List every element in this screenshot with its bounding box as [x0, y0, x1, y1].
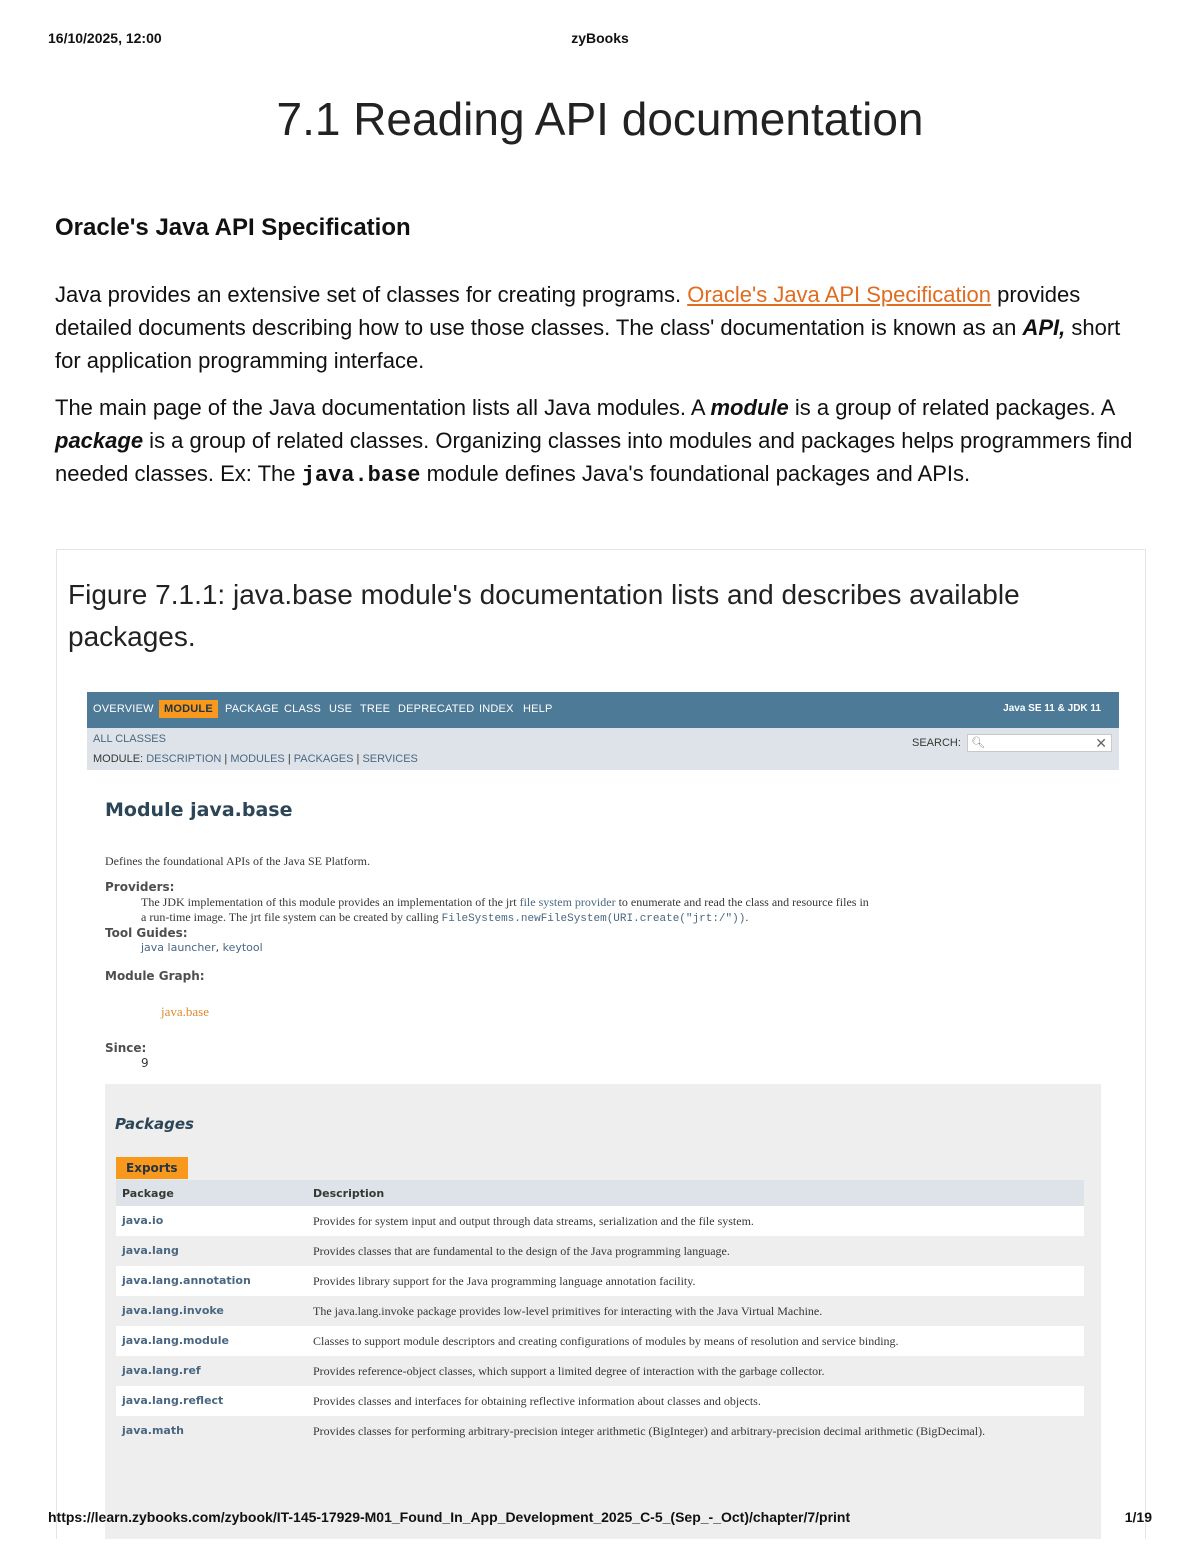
nav-modules-link[interactable]: MODULES — [230, 753, 285, 765]
table-row — [116, 1416, 1084, 1446]
para2-text-1: The main page of the Java documentation lists all Java modules. A — [55, 395, 711, 420]
package-description: Provides classes that are fundamental to the design of the Java programming language. — [307, 1236, 1084, 1266]
since-value: 9 — [141, 1056, 149, 1070]
package-name-link[interactable]: java.lang.module — [116, 1326, 307, 1356]
package-name-link[interactable]: java.io — [116, 1206, 307, 1236]
java-version-label: Java SE 11 & JDK 11 — [1003, 703, 1101, 714]
package-description: Provides library support for the Java programming language annotation facility. — [307, 1266, 1084, 1296]
nav-index[interactable]: INDEX — [479, 703, 514, 715]
since-label: Since: — [105, 1041, 147, 1055]
para1-text-2: provides detailed documents describing how to use those classes. The class' documentation is known as an — [55, 282, 1081, 340]
exports-tab[interactable]: Exports — [116, 1157, 188, 1179]
page-title: 7.1 Reading API documentation — [276, 93, 924, 145]
para2-text-3: is a group of related classes. Organizing classes into modules and packages helps programmers find needed classes. Ex: The — [55, 428, 1133, 486]
figure-caption: Figure 7.1.1: java.base module's documentation lists and describes available packages. — [68, 579, 1020, 652]
magnifier-icon: 🔍︎ — [971, 737, 985, 749]
filesystems-code-link[interactable]: FileSystems.newFileSystem(URI.create("jrt:/")) — [441, 913, 746, 925]
print-date: 16/10/2025, 12:00 — [48, 30, 162, 46]
package-description: Provides classes and interfaces for obtaining reflective information about classes and objects. — [307, 1386, 1084, 1416]
providers-label: Providers: — [105, 880, 175, 894]
section-heading: Oracle's Java API Specification — [55, 214, 411, 241]
search-input[interactable] — [967, 734, 1112, 752]
table-header-row — [116, 1180, 1084, 1206]
package-name-link[interactable]: java.lang.annotation — [116, 1266, 307, 1296]
package-term: package — [55, 428, 144, 453]
module-title: Module java.base — [105, 799, 293, 821]
package-name-link[interactable]: java.lang.reflect — [116, 1386, 307, 1416]
keytool-link[interactable]: keytool — [222, 941, 263, 954]
packages-heading: Packages — [115, 1115, 194, 1133]
providers-text-line1 — [141, 895, 869, 910]
col-package-header: Package — [116, 1180, 307, 1206]
print-footer — [48, 1509, 1152, 1529]
col-description-header: Description — [307, 1180, 1084, 1206]
table-row — [116, 1386, 1084, 1416]
package-name-link[interactable]: java.lang.ref — [116, 1356, 307, 1386]
file-system-provider-link[interactable]: file system provider — [519, 895, 616, 909]
packages-panel — [105, 1084, 1101, 1539]
providers-text-line2 — [141, 910, 748, 925]
java-base-code: java.base — [301, 463, 421, 488]
search-label: SEARCH: — [912, 737, 961, 749]
tool-guides-label: Tool Guides: — [105, 926, 188, 940]
module-graph-node: java.base — [161, 1004, 210, 1019]
package-description: The java.lang.invoke package provides low-level primitives for interacting with the Java Virtual Machine. — [307, 1296, 1084, 1326]
intro-paragraph — [55, 278, 1150, 377]
nav-class[interactable]: CLASS — [284, 703, 322, 715]
module-nav-prefix: MODULE: — [93, 753, 147, 765]
table-row — [116, 1236, 1084, 1266]
providers-text-2: to enumerate and read the class and resource files in — [615, 895, 869, 909]
javadoc-top-nav — [87, 692, 1119, 728]
tool-guides-sep: , — [215, 941, 223, 954]
nav-overview[interactable]: OVERVIEW — [93, 703, 154, 715]
print-header — [48, 30, 1152, 50]
nav-separator: | — [353, 753, 363, 765]
package-description: Provides reference-object classes, which support a limited degree of interaction with the garbage collector. — [307, 1356, 1084, 1386]
print-url: https://learn.zybooks.com/zybook/IT-145-17929-M01_Found_In_App_Development_2025_C-5_(Sep_-_Oct)/chapter/7/print — [48, 1509, 851, 1525]
nav-deprecated[interactable]: DEPRECATED — [398, 703, 475, 715]
tool-guides-links — [141, 941, 263, 954]
module-sections-nav — [93, 753, 418, 765]
close-icon[interactable]: ✕ — [1095, 735, 1107, 751]
package-name-link[interactable]: java.lang — [116, 1236, 307, 1266]
providers-text-1: The JDK implementation of this module provides an implementation of the jrt — [141, 895, 520, 909]
table-row — [116, 1356, 1084, 1386]
figure-7-1-1 — [56, 549, 1146, 1539]
nav-separator: | — [221, 753, 231, 765]
nav-use[interactable]: USE — [329, 703, 353, 715]
package-name-link[interactable]: java.math — [116, 1416, 307, 1446]
table-row — [116, 1326, 1084, 1356]
package-description: Classes to support module descriptors and creating configurations of modules by means of resolution and service binding. — [307, 1326, 1084, 1356]
java-launcher-link[interactable]: java launcher — [141, 941, 216, 954]
providers-text-3: a run-time image. The jrt file system can be created by calling — [141, 910, 442, 924]
nav-packages-link[interactable]: PACKAGES — [293, 753, 354, 765]
module-description: Defines the foundational APIs of the Java SE Platform. — [105, 854, 370, 868]
nav-package[interactable]: PACKAGE — [225, 703, 279, 715]
packages-table — [116, 1180, 1084, 1446]
table-row — [116, 1296, 1084, 1326]
para2-text-2: is a group of related packages. A — [788, 395, 1115, 420]
providers-text-4: . — [745, 910, 749, 924]
package-description: Provides for system input and output through data streams, serialization and the file system. — [307, 1206, 1084, 1236]
module-term: module — [710, 395, 789, 420]
table-row — [116, 1266, 1084, 1296]
oracle-api-spec-link[interactable]: Oracle's Java API Specification — [687, 282, 991, 307]
print-site-name: zyBooks — [571, 30, 629, 46]
nav-services-link[interactable]: SERVICES — [362, 753, 418, 765]
nav-help[interactable]: HELP — [523, 703, 553, 715]
para1-text-1: Java provides an extensive set of classes for creating programs. — [55, 282, 688, 307]
api-term: API, — [1022, 315, 1066, 340]
javadoc-sub-nav — [87, 728, 1119, 770]
package-description: Provides classes for performing arbitrary-precision integer arithmetic (BigInteger) and arbitrary-precision decimal arithmetic (BigDecimal). — [307, 1416, 1084, 1446]
nav-description-link[interactable]: DESCRIPTION — [146, 753, 222, 765]
nav-separator: | — [284, 753, 294, 765]
javadoc-screenshot — [87, 692, 1119, 1539]
nav-module-active[interactable]: MODULE — [159, 700, 218, 718]
package-name-link[interactable]: java.lang.invoke — [116, 1296, 307, 1326]
para2-text-4: module defines Java's foundational packages and APIs. — [420, 461, 971, 486]
modules-paragraph — [55, 391, 1150, 492]
nav-tree[interactable]: TREE — [360, 703, 391, 715]
module-graph-label: Module Graph: — [105, 969, 205, 983]
all-classes-link[interactable]: ALL CLASSES — [93, 733, 166, 745]
para1-text-3: short for application programming interface. — [55, 315, 1121, 373]
table-row — [116, 1206, 1084, 1236]
print-page-number: 1/19 — [1124, 1509, 1152, 1525]
